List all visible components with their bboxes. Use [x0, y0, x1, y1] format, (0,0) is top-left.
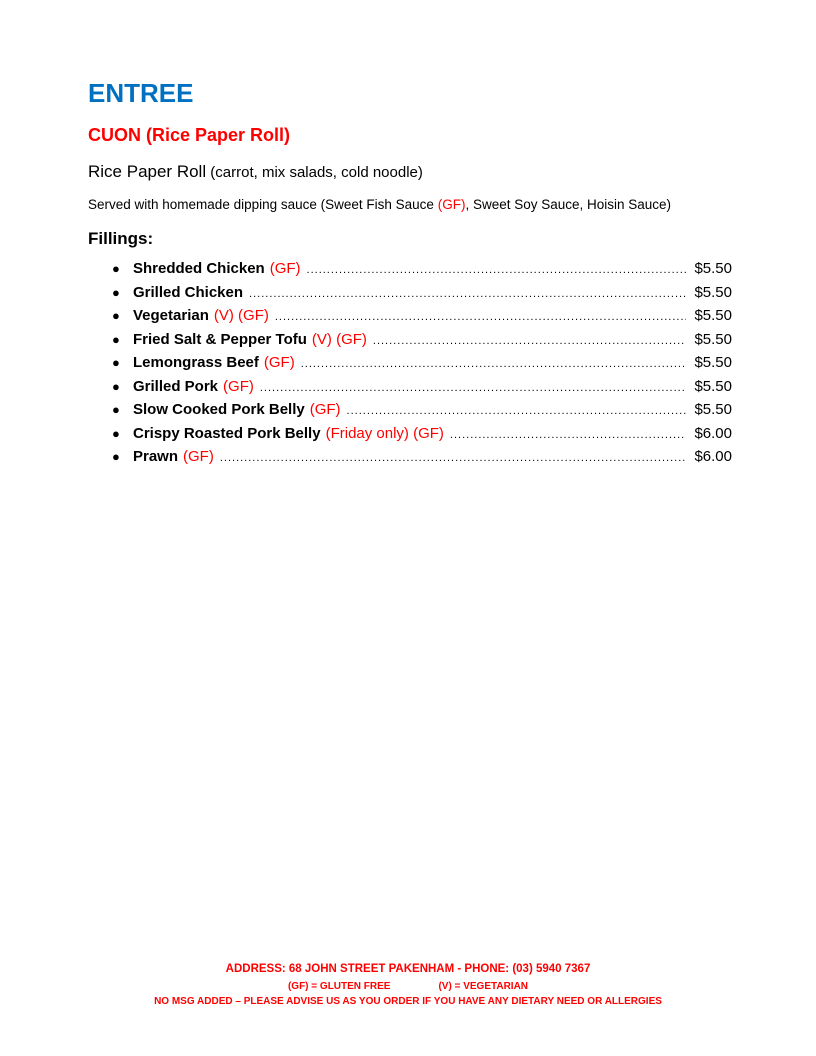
- bullet-icon: ●: [112, 402, 120, 417]
- footer-legend: [0, 981, 816, 992]
- item-tags: (GF): [223, 377, 254, 395]
- item-price: $5.50: [694, 377, 732, 395]
- item-tags: (GF): [309, 401, 341, 418]
- fillings-list: [112, 260, 732, 472]
- item-price: $5.50: [694, 354, 732, 371]
- item-tags: (GF): [269, 260, 301, 277]
- bullet-icon: ●: [112, 425, 120, 441]
- bullet-icon: ●: [112, 449, 120, 464]
- dot-leader: [373, 335, 687, 347]
- page-title: ENTREE: [88, 78, 194, 108]
- list-item: [112, 284, 732, 308]
- list-item: [112, 401, 732, 425]
- section-description: [88, 162, 423, 182]
- bullet-icon: ●: [112, 355, 120, 370]
- served-text: Served with homemade dipping sauce (Sweet Fish Sauce: [88, 197, 434, 212]
- dot-leader: [275, 311, 687, 323]
- item-name: Vegetarian: [133, 307, 209, 324]
- item-tags: (V) (GF): [311, 330, 367, 348]
- dot-leader: [450, 429, 687, 441]
- served-gf-tag: (GF): [437, 197, 466, 212]
- item-price: $6.00: [694, 448, 732, 465]
- item-price: $5.50: [694, 330, 732, 348]
- footer-notice: NO MSG ADDED – PLEASE ADVISE US AS YOU ORDER IF YOU HAVE ANY DIETARY NEED OR ALLERGIES: [154, 996, 662, 1007]
- bullet-icon: ●: [112, 261, 120, 276]
- fillings-heading: Fillings:: [88, 229, 154, 248]
- item-name: Shredded Chicken: [133, 260, 265, 277]
- item-name: Lemongrass Beef: [133, 354, 259, 371]
- item-name: Slow Cooked Pork Belly: [133, 401, 305, 418]
- legend-v: (V) = VEGETARIAN: [438, 981, 529, 992]
- served-text-rest: , Sweet Soy Sauce, Hoisin Sauce): [465, 197, 672, 212]
- list-item: [112, 331, 732, 355]
- dot-leader: [260, 382, 687, 394]
- item-price: $5.50: [694, 260, 732, 277]
- list-item: [112, 448, 732, 472]
- item-name: Prawn: [133, 448, 179, 465]
- bullet-icon: ●: [112, 331, 120, 347]
- item-name: Crispy Roasted Pork Belly: [133, 424, 321, 442]
- dot-leader: [220, 452, 687, 464]
- item-price: $6.00: [694, 424, 732, 442]
- list-item: [112, 354, 732, 378]
- item-price: $5.50: [694, 307, 732, 324]
- description-detail: (carrot, mix salads, cold noodle): [210, 164, 423, 181]
- item-tags: (GF): [183, 448, 214, 465]
- item-tags: (GF): [263, 354, 295, 371]
- dot-leader: [307, 264, 687, 276]
- list-item: [112, 425, 732, 449]
- list-item: [112, 378, 732, 402]
- item-tags: (Friday only) (GF): [325, 424, 444, 442]
- item-price: $5.50: [694, 283, 732, 301]
- dot-leader: [249, 288, 686, 300]
- served-with-note: [88, 197, 671, 212]
- footer-address: ADDRESS: 68 JOHN STREET PAKENHAM - PHONE: (03) 5940 7367: [225, 963, 591, 975]
- item-name: Fried Salt & Pepper Tofu: [133, 330, 307, 348]
- item-name: Grilled Chicken: [133, 283, 244, 301]
- list-item: [112, 260, 732, 284]
- list-item: [112, 307, 732, 331]
- item-name: Grilled Pork: [133, 377, 219, 395]
- bullet-icon: ●: [112, 378, 120, 394]
- item-price: $5.50: [694, 401, 732, 418]
- description-main: Rice Paper Roll: [88, 162, 207, 181]
- legend-gf: (GF) = GLUTEN FREE: [287, 981, 391, 992]
- bullet-icon: ●: [112, 308, 120, 323]
- item-tags: (V) (GF): [213, 307, 269, 324]
- section-title: CUON (Rice Paper Roll): [88, 125, 291, 145]
- dot-leader: [301, 358, 687, 370]
- dot-leader: [347, 405, 687, 417]
- bullet-icon: ●: [112, 284, 120, 300]
